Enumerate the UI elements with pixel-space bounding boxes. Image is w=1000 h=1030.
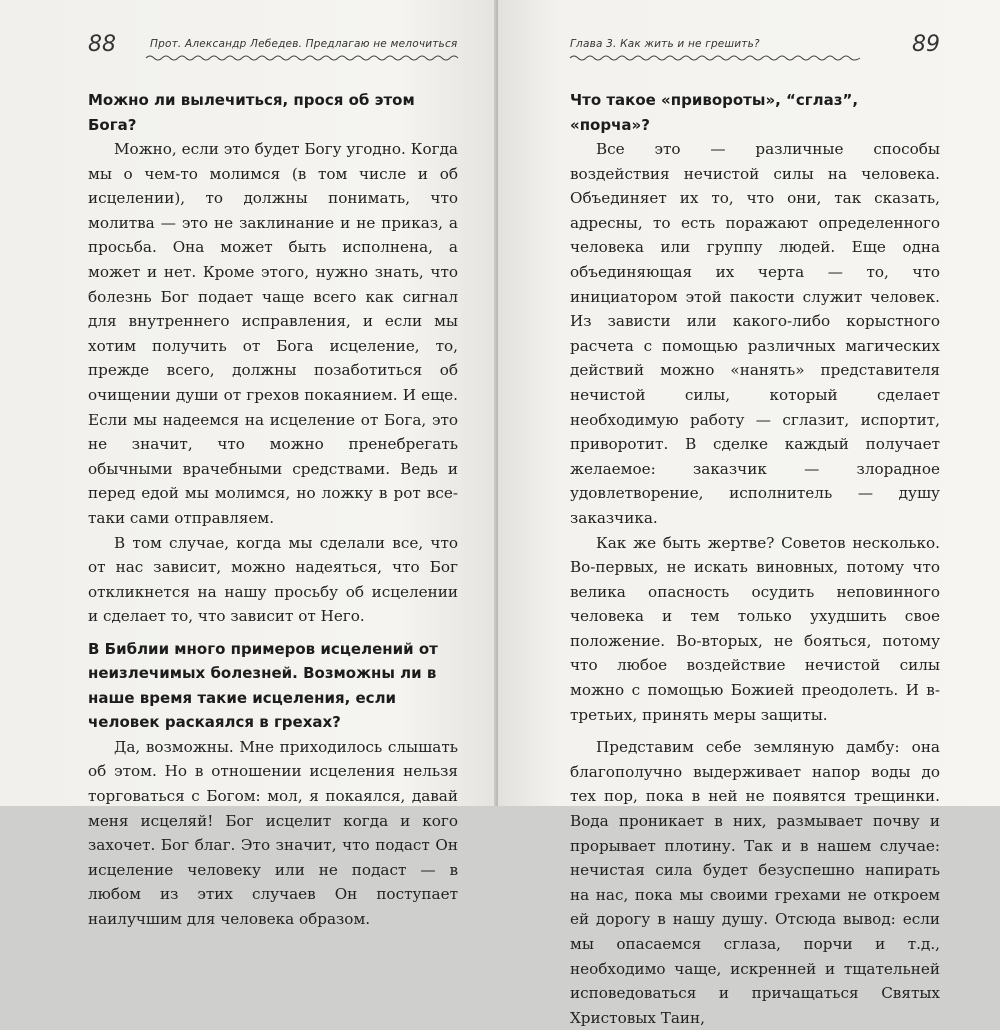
question-heading: Можно ли вылечиться, прося об этом Бога?	[88, 91, 415, 134]
header-wave-ornament	[146, 54, 458, 62]
left-page	[0, 0, 498, 929]
body-paragraph: Представим себе земляную дамбу: она благополучно выдерживает напор воды до тех пор, пока в ней не появятся трещинки. Вода проникает в них, размывает почву и прорывает плотину. Так и в нашем случае: нечистая сила будет безуспешно напирать на нас, пока мы своими грехами не откроем ей дорогу в нашу душу. Отсюда вывод: если мы опасаемся сглаза, порчи и т.д., необходимо чаще, искренней и тщательней исповедоваться и причащаться Святых Христовых Таин,	[570, 738, 940, 1027]
body-paragraph: Можно, если это будет Богу угодно. Когда мы о чем-то молимся (в том числе и об исцелении), то должны понимать, что молитва — это не заклинание и не приказ, а просьба. Она может быть исполнена, а может и нет. Кроме этого, нужно знать, что болезнь Бог подает чаще всего как сигнал для внутреннего исправления, и если мы хотим получить от Бога исцеление, то, прежде всего, должны позаботиться об очищении души от грехов покаянием. И еще. Если мы надеемся на исцеление от Бога, это не значит, что можно пренебрегать обычными врачебными средствами. Ведь и перед едой мы молимся, но ложку в рот все-таки сами отправляем.	[88, 140, 458, 527]
body-paragraph: Как же быть жертве? Советов несколько. Во-первых, не искать виновных, потому что велика опасность осудить неповинного человека и тем только ухудшить свое положение. Во-вторых, не бояться, потому что любое воздействие нечистой силы можно с помощью Божией преодолеть. И в-третьих, принять меры защиты.	[570, 533, 940, 724]
body-paragraph: Да, возможны. Мне приходилось слышать об этом. Но в отношении исцеления нельзя торговаться с Богом: мол, я покаялся, давай меня исцеляй! Бог исцелит когда и кого захочет. Бог благ. Это значит, что подаст Он исцеление человеку или не подаст — в любом из этих случаев Он поступает наилучшим для человека образом.	[88, 737, 458, 929]
right-page-header	[570, 34, 940, 74]
question-heading: Что такое «привороты», “сглаз”, «порча»?	[570, 91, 859, 134]
left-page-header	[88, 34, 458, 74]
right-page	[498, 0, 1000, 1027]
running-head: Глава 3. Как жить и не грешить?	[570, 38, 760, 50]
running-head: Прот. Александр Лебедев. Предлагаю не мелочиться	[150, 38, 458, 50]
question-heading: В Библии много примеров исцелений от неизлечимых болезней. Возможны ли в наше время такие исцеления, если человек раскаялся в грехах?	[88, 639, 438, 732]
body-paragraph: В том случае, когда мы сделали все, что от нас зависит, можно надеяться, что Бог откликнется на нашу просьбу об исцелении и сделает то, что зависит от Него.	[88, 533, 458, 626]
header-wave-ornament	[570, 54, 860, 62]
page-number: 88	[88, 32, 116, 57]
body-paragraph: Все это — различные способы воздействия нечистой силы на человека. Объединяет их то, что они, так сказать, адресны, то есть поражают определенного человека или группу людей. Еще одна объединяющая их черта — то, что инициатором этой пакости служит человек. Из зависти или какого-либо корыстного расчета с помощью различных магических действий можно «нанять» представителя нечистой силы, который сделает необходимую работу — сглазит, испортит, приворотит. В сделке каждый получает желаемое: заказчик — злорадное удовлетворение, исполнитель — душу заказчика.	[570, 140, 940, 527]
page-number: 89	[912, 32, 940, 57]
